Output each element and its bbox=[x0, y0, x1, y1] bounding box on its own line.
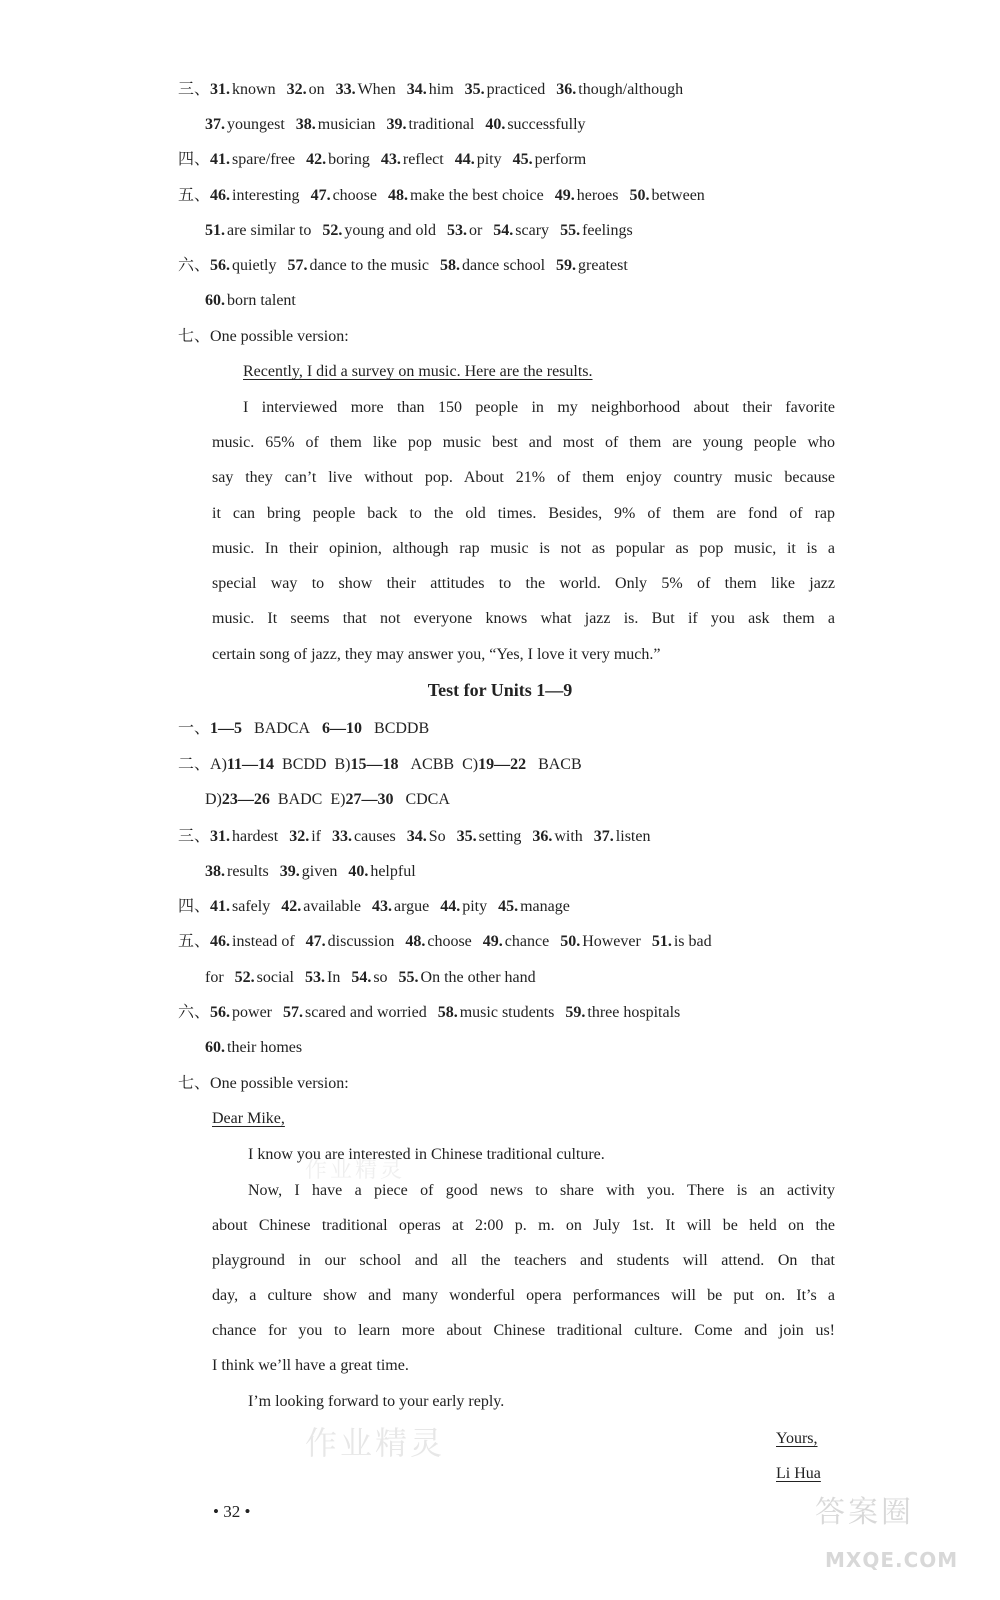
answer-number: 38. bbox=[295, 116, 316, 133]
letter-line: I think we’ll have a great time. bbox=[212, 1357, 409, 1374]
answer-word: pity bbox=[462, 898, 488, 915]
answer-word: youngest bbox=[227, 116, 285, 133]
section-marker: 四、 bbox=[178, 898, 211, 915]
answer-item bbox=[210, 150, 295, 170]
answer-line-60 bbox=[205, 291, 307, 311]
answer-item bbox=[205, 1038, 302, 1058]
answer-item bbox=[305, 968, 340, 988]
answer-number: 40. bbox=[485, 116, 506, 133]
answer-word: reflect bbox=[402, 151, 444, 168]
answer-word: In bbox=[326, 969, 341, 986]
answer-item bbox=[287, 80, 325, 100]
answer-line-51-55 bbox=[205, 221, 644, 241]
essay-line: special way to show their attitudes to the world. Only 5% of them like jazz bbox=[212, 575, 835, 592]
answer-word: perform bbox=[534, 151, 587, 168]
answer-item bbox=[322, 221, 436, 241]
section-marker: 三、 bbox=[178, 828, 211, 845]
answer-number: 60. bbox=[205, 292, 225, 309]
answer-word: scary bbox=[515, 222, 550, 239]
answer-number: 55. bbox=[560, 222, 581, 239]
answer-word: So bbox=[428, 828, 446, 845]
answer-word: discussion bbox=[327, 933, 395, 950]
answer-item bbox=[336, 80, 396, 100]
essay-line: certain song of jazz, they may answer you, “Yes, I love it very much.” bbox=[212, 646, 661, 663]
letter-closing-line: I’m looking forward to your early reply. bbox=[248, 1393, 505, 1410]
answer-word: choose bbox=[332, 187, 377, 204]
answer-number: 41. bbox=[210, 151, 231, 168]
answer-word: power bbox=[232, 1004, 272, 1021]
answer-word: feelings bbox=[582, 222, 633, 239]
answer-number: 59. bbox=[565, 1004, 586, 1021]
answer-word: on bbox=[308, 81, 325, 98]
answer-word: quietly bbox=[232, 257, 277, 274]
answer-item bbox=[372, 897, 429, 917]
answer-word: their homes bbox=[227, 1039, 303, 1056]
answer-item bbox=[556, 80, 683, 100]
letter-intro: I know you are interested in Chinese traditional culture. bbox=[248, 1146, 605, 1163]
answer-number: 58. bbox=[439, 257, 460, 274]
answer-number: 32. bbox=[286, 81, 307, 98]
answer-word: born talent bbox=[227, 292, 296, 309]
answer-word: results bbox=[227, 863, 269, 880]
answer-number: 31. bbox=[210, 828, 231, 845]
answer-line-37-40 bbox=[205, 115, 597, 135]
answer-number: 47. bbox=[310, 187, 331, 204]
answer-line-31-37 bbox=[178, 827, 661, 847]
answer-number: 33. bbox=[335, 81, 356, 98]
answer-number: 53. bbox=[446, 222, 467, 239]
answer-word: known bbox=[232, 81, 276, 98]
answer-word: given bbox=[301, 863, 338, 880]
answer-item bbox=[556, 256, 628, 276]
answer-item bbox=[210, 256, 276, 276]
answer-word: scared and worried bbox=[305, 1004, 427, 1021]
answer-item bbox=[296, 115, 376, 135]
answer-word: make the best choice bbox=[410, 187, 544, 204]
answer-item bbox=[283, 1003, 427, 1023]
answer-number: 60. bbox=[205, 1039, 225, 1056]
answer-word: argue bbox=[393, 898, 430, 915]
answer-item bbox=[210, 932, 295, 952]
essay-line: music. It seems that not everyone knows what jazz is. But if you ask them a bbox=[212, 610, 835, 627]
answer-number: 58. bbox=[437, 1004, 458, 1021]
answer-number: 42. bbox=[281, 898, 302, 915]
answer-item bbox=[306, 932, 395, 952]
answer-number: 43. bbox=[380, 151, 401, 168]
answer-item bbox=[532, 827, 582, 847]
answer-item bbox=[560, 932, 641, 952]
answer-number: 51. bbox=[651, 933, 672, 950]
answer-number: 34. bbox=[406, 81, 427, 98]
section-marker: 六、 bbox=[178, 257, 211, 274]
essay-title: Recently, I did a survey on music. Here are the results. bbox=[243, 363, 593, 380]
answer-item bbox=[289, 827, 321, 847]
answer-word: available bbox=[303, 898, 361, 915]
answer-item bbox=[457, 827, 522, 847]
answer-word: young and old bbox=[344, 222, 436, 239]
answer-word: When bbox=[357, 81, 396, 98]
answer-word: if bbox=[311, 828, 321, 845]
answer-word: dance school bbox=[461, 257, 546, 274]
answer-word: chance bbox=[504, 933, 550, 950]
answer-number: 50. bbox=[629, 187, 650, 204]
answer-word: setting bbox=[478, 828, 522, 845]
letter-line: Now, I have a piece of good news to share with you. There is an activity bbox=[248, 1182, 835, 1199]
answer-number: 45. bbox=[512, 151, 533, 168]
answer-word: between bbox=[651, 187, 705, 204]
answer-word: though/although bbox=[578, 81, 684, 98]
answer-word: or bbox=[468, 222, 483, 239]
essay-line: music. In their opinion, although rap music is not as popular as pop music, it is a bbox=[212, 540, 835, 557]
answer-number: 48. bbox=[405, 933, 426, 950]
answer-number: 31. bbox=[210, 81, 231, 98]
answer-word: musician bbox=[317, 116, 376, 133]
answer-word: is bad bbox=[673, 933, 712, 950]
answer-number: 49. bbox=[482, 933, 503, 950]
answer-line-41-45 bbox=[178, 150, 597, 170]
answer-number: 46. bbox=[210, 933, 231, 950]
answer-word: are similar to bbox=[227, 222, 312, 239]
answer-item bbox=[210, 80, 276, 100]
answer-item bbox=[465, 80, 546, 100]
answer-line-52-55: for 52. social 53. In 54. so 55. On the other hand bbox=[205, 969, 536, 986]
answer-word: practiced bbox=[486, 81, 546, 98]
section-marker: 五、 bbox=[178, 187, 211, 204]
section-marker: 三、 bbox=[178, 81, 211, 98]
answer-item bbox=[306, 150, 370, 170]
answer-word: pity bbox=[476, 151, 502, 168]
letter-line: about Chinese traditional operas at 2:00 p. m. on July 1st. It will be held on the bbox=[212, 1217, 835, 1234]
section-7-heading: 七、One possible version: bbox=[178, 328, 349, 345]
answer-number: 38. bbox=[205, 863, 225, 880]
answer-word: spare/free bbox=[232, 151, 296, 168]
answer-item bbox=[594, 827, 651, 847]
answer-word: him bbox=[428, 81, 454, 98]
answer-number: 35. bbox=[456, 828, 477, 845]
answer-word: music students bbox=[459, 1004, 555, 1021]
answer-item bbox=[555, 186, 619, 206]
answer-word: manage bbox=[520, 898, 570, 915]
letter-yours: Yours, bbox=[776, 1430, 818, 1447]
answer-word: three hospitals bbox=[587, 1004, 681, 1021]
answer-item bbox=[205, 115, 285, 135]
answer-number: 39. bbox=[279, 863, 300, 880]
answer-number: 55. bbox=[398, 969, 419, 986]
answer-item bbox=[498, 897, 570, 917]
section-marker: 六、 bbox=[178, 1004, 211, 1021]
answer-item bbox=[381, 150, 444, 170]
answer-item bbox=[348, 862, 415, 882]
answer-item bbox=[652, 932, 712, 952]
watermark-text-faint: 作业精灵 bbox=[305, 1158, 406, 1183]
answer-item bbox=[560, 221, 633, 241]
watermark-text: 作业精灵 bbox=[305, 1424, 446, 1462]
answer-line-46-51 bbox=[178, 932, 723, 952]
answer-number: 44. bbox=[440, 898, 461, 915]
answer-number: 41. bbox=[210, 898, 231, 915]
answer-line-56-59 bbox=[178, 256, 639, 276]
answer-word: On the other hand bbox=[420, 969, 536, 986]
answer-word: social bbox=[256, 969, 294, 986]
answer-word: safely bbox=[232, 898, 271, 915]
answer-item bbox=[281, 897, 361, 917]
answer-word: greatest bbox=[578, 257, 628, 274]
answer-line-38-40 bbox=[205, 862, 427, 882]
answer-word: choose bbox=[427, 933, 472, 950]
answer-number: 57. bbox=[283, 1004, 303, 1021]
letter-signature: Li Hua bbox=[776, 1465, 821, 1482]
answer-item bbox=[438, 1003, 555, 1023]
section-7-heading-b: 七、One possible version: bbox=[178, 1075, 349, 1092]
answer-item bbox=[455, 150, 502, 170]
watermark-site: MXQE.COM bbox=[825, 1548, 959, 1572]
answer-item bbox=[311, 186, 377, 206]
answer-word: listen bbox=[615, 828, 651, 845]
test-title: Test for Units 1—9 bbox=[427, 680, 573, 700]
essay-line: music. 65% of them like pop music best and most of them are young people who bbox=[212, 434, 835, 451]
answer-number: 39. bbox=[386, 116, 407, 133]
answer-item bbox=[210, 827, 278, 847]
letter-salutation: Dear Mike, bbox=[212, 1110, 285, 1127]
answer-item bbox=[629, 186, 704, 206]
answer-number: 52. bbox=[322, 222, 343, 239]
answer-number: 53. bbox=[304, 969, 325, 986]
answer-item bbox=[388, 186, 544, 206]
answer-item bbox=[405, 932, 471, 952]
answer-item bbox=[287, 256, 429, 276]
answer-number: 56. bbox=[210, 257, 231, 274]
answer-number: 59. bbox=[556, 257, 577, 274]
page-number: • 32 • bbox=[213, 1502, 251, 1521]
answer-word: with bbox=[554, 828, 583, 845]
section-1-answers: 一、1—5 BADCA 6—10 BCDDB bbox=[178, 720, 430, 737]
answer-number: 35. bbox=[464, 81, 485, 98]
answer-item bbox=[407, 80, 454, 100]
answer-number: 37. bbox=[593, 828, 614, 845]
essay-line: say they can’t live without pop. About 21% of them enjoy country music because bbox=[212, 469, 835, 486]
answer-number: 50. bbox=[560, 933, 581, 950]
answer-number: 51. bbox=[205, 222, 225, 239]
answer-item bbox=[513, 150, 587, 170]
answer-word: hardest bbox=[232, 828, 279, 845]
answer-number: 54. bbox=[493, 222, 514, 239]
answer-number: 42. bbox=[306, 151, 327, 168]
answer-number: 52. bbox=[234, 969, 255, 986]
answer-word: boring bbox=[328, 151, 370, 168]
answer-item bbox=[280, 862, 338, 882]
letter-line: chance for you to learn more about Chinese traditional culture. Come and join us! bbox=[212, 1322, 835, 1339]
answer-line-46-50 bbox=[178, 186, 716, 206]
answer-number: 43. bbox=[371, 898, 392, 915]
watermark-logo: 答案圈 bbox=[815, 1495, 914, 1530]
answer-item bbox=[235, 968, 294, 988]
answer-word: heroes bbox=[576, 187, 619, 204]
letter-line: playground in our school and all the teachers and students will attend. On that bbox=[212, 1252, 835, 1269]
answer-number: 47. bbox=[305, 933, 326, 950]
answer-number: 49. bbox=[554, 187, 575, 204]
answer-number: 44. bbox=[454, 151, 475, 168]
answer-item bbox=[332, 827, 396, 847]
answer-number: 36. bbox=[532, 828, 553, 845]
essay-line: it can bring people back to the old times. Besides, 9% of them are fond of rap bbox=[212, 505, 835, 522]
answer-number: 33. bbox=[332, 828, 352, 845]
answer-line-60b bbox=[205, 1038, 313, 1058]
answer-item bbox=[351, 968, 387, 988]
answer-word: helpful bbox=[370, 863, 416, 880]
answer-item bbox=[483, 932, 549, 952]
answer-word: instead of bbox=[232, 933, 295, 950]
letter-line: day, a culture show and many wonderful opera performances will be put on. It’s a bbox=[212, 1287, 835, 1304]
answer-number: 32. bbox=[289, 828, 310, 845]
section-2-answers-b: D)23—26 BADC E)27—30 CDCA bbox=[205, 791, 450, 808]
answer-item bbox=[205, 291, 296, 311]
answer-number: 54. bbox=[351, 969, 372, 986]
answer-item bbox=[407, 827, 446, 847]
answer-number: 34. bbox=[406, 828, 427, 845]
answer-item bbox=[210, 897, 270, 917]
answer-item bbox=[440, 256, 545, 276]
answer-item bbox=[205, 221, 311, 241]
answer-word: traditional bbox=[408, 116, 475, 133]
answer-number: 48. bbox=[388, 187, 408, 204]
section-2-answers-a: 二、A)11—14 BCDD B)15—18 ACBB C)19—22 BACB bbox=[178, 756, 582, 773]
answer-number: 37. bbox=[205, 116, 225, 133]
answer-item bbox=[493, 221, 549, 241]
answer-item bbox=[210, 186, 300, 206]
answer-number: 36. bbox=[556, 81, 577, 98]
answer-number: 57. bbox=[287, 257, 308, 274]
answer-line-31-36 bbox=[178, 80, 694, 100]
answer-line-56-59b bbox=[178, 1003, 691, 1023]
answer-number: 40. bbox=[348, 863, 369, 880]
answer-item bbox=[205, 862, 269, 882]
answer-item bbox=[565, 1003, 680, 1023]
answer-item bbox=[447, 221, 482, 241]
answer-item bbox=[440, 897, 487, 917]
section-marker: 五、 bbox=[178, 933, 211, 950]
answer-word: causes bbox=[354, 828, 396, 845]
answer-item bbox=[387, 115, 475, 135]
answer-number: 45. bbox=[498, 898, 519, 915]
answer-word: successfully bbox=[507, 116, 586, 133]
answer-line-41-45b bbox=[178, 897, 581, 917]
answer-item bbox=[210, 1003, 272, 1023]
answer-word: However bbox=[582, 933, 641, 950]
answer-item bbox=[399, 968, 536, 988]
answer-item bbox=[485, 115, 585, 135]
essay-line: I interviewed more than 150 people in my neighborhood about their favorite bbox=[243, 399, 835, 416]
answer-word: interesting bbox=[232, 187, 300, 204]
answer-number: 46. bbox=[210, 187, 231, 204]
answer-word: dance to the music bbox=[309, 257, 429, 274]
section-marker: 四、 bbox=[178, 151, 211, 168]
answer-word: so bbox=[373, 969, 388, 986]
answer-number: 56. bbox=[210, 1004, 231, 1021]
